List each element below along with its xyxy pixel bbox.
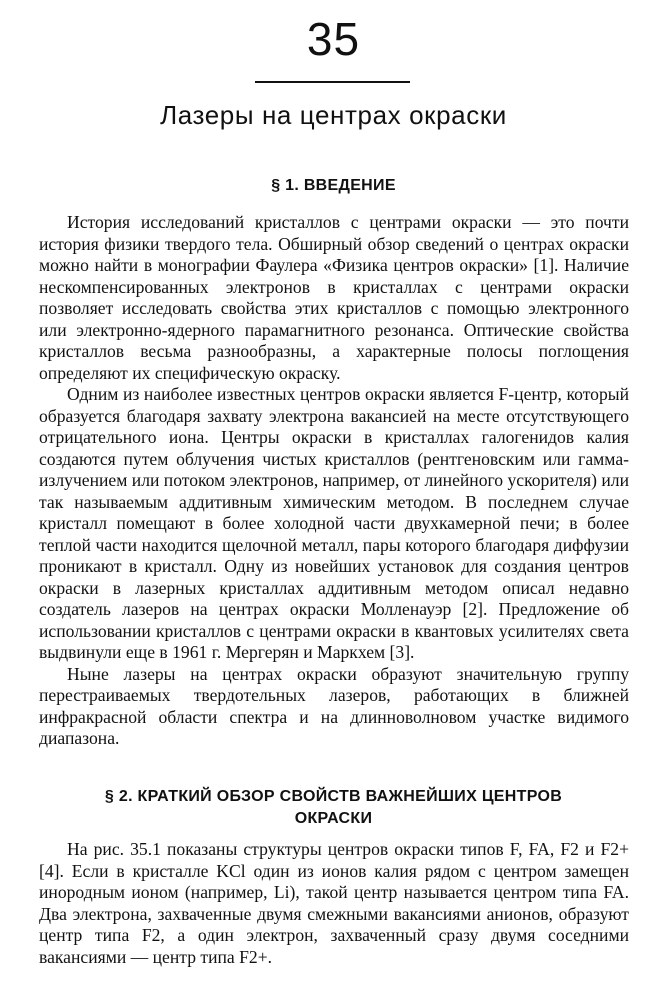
section-2-heading-line-2: ОКРАСКИ [294,810,373,827]
section-2-heading [0,786,667,830]
chapter-rule [255,81,410,83]
paragraph-1: История исследований кристаллов с центрами окраски — это почти история физики твердого тела. Обширный обзор сведений о центрах окраски можно найти в монографии Фаулера «Физика центров окраски» [1]. Наличие нескомпенсированных электронов в кристаллах с центрами окраски позволяет исследовать свойства этих кристаллов с помощью электронного или электронно-ядерного парамагнитного резонанса. Оптические свойства кристаллов весьма разнообразны, а характерные полосы поглощения определяют их специфическую окраску. [39,212,629,383]
paragraph-2: Одним из наиболее известных центров окраски является F-центр, который образуется благодаря захвату электрона вакансией на месте отсутствующего отрицательного иона. Центры окраски в кристаллах галогенидов калия создаются путем облучения чистых кристаллов (рентгеновским или гамма-излучением или потоком электронов, например, от линейного ускорителя) или так называемым аддитивным химическим методом. В последнем случае кристалл помещают в более холодной части двухкамерной печи; в более теплой части находится щелочной металл, пары которого благодаря диффузии проникают в кристалл. Одну из новейших установок для создания центров окраски в лазерных кристаллах аддитивным методом описал недавно создатель лазеров на центрах окраски Молленауэр [2]. Предложение об использовании кристаллов с центрами окраски в квантовых усилителях света выдвинули еще в 1961 г. Мергерян и Маркхем [3]. [39,384,629,662]
section-2-body [39,839,629,968]
chapter-title: Лазеры на центрах окраски [160,100,507,130]
section-1-heading: § 1. ВВЕДЕНИЕ [271,177,396,194]
chapter-number: 35 [306,13,361,65]
section-1-body [39,212,629,750]
section-2-heading-line-1: § 2. КРАТКИЙ ОБЗОР СВОЙСТВ ВАЖНЕЙШИХ ЦЕНТРОВ [104,788,563,805]
paragraph-3: Ныне лазеры на центрах окраски образуют значительную группу перестраиваемых твердотельных лазеров, работающих в ближней инфракрасной области спектра и на длинноволновом участке видимого диапазона. [39,663,629,748]
paragraph-4: На рис. 35.1 показаны структуры центров окраски типов F, FA, F2 и F2+ [4]. Если в кристалле KCl один из ионов калия рядом с центром замещен инородным ионом (например, Li), такой центр называется центром типа FA. Два электрона, захваченные двумя смежными вакансиями анионов, образуют центр типа F2, а один электрон, захваченный сразу двумя соседними вакансиями — центр типа F2+. [39,839,629,967]
